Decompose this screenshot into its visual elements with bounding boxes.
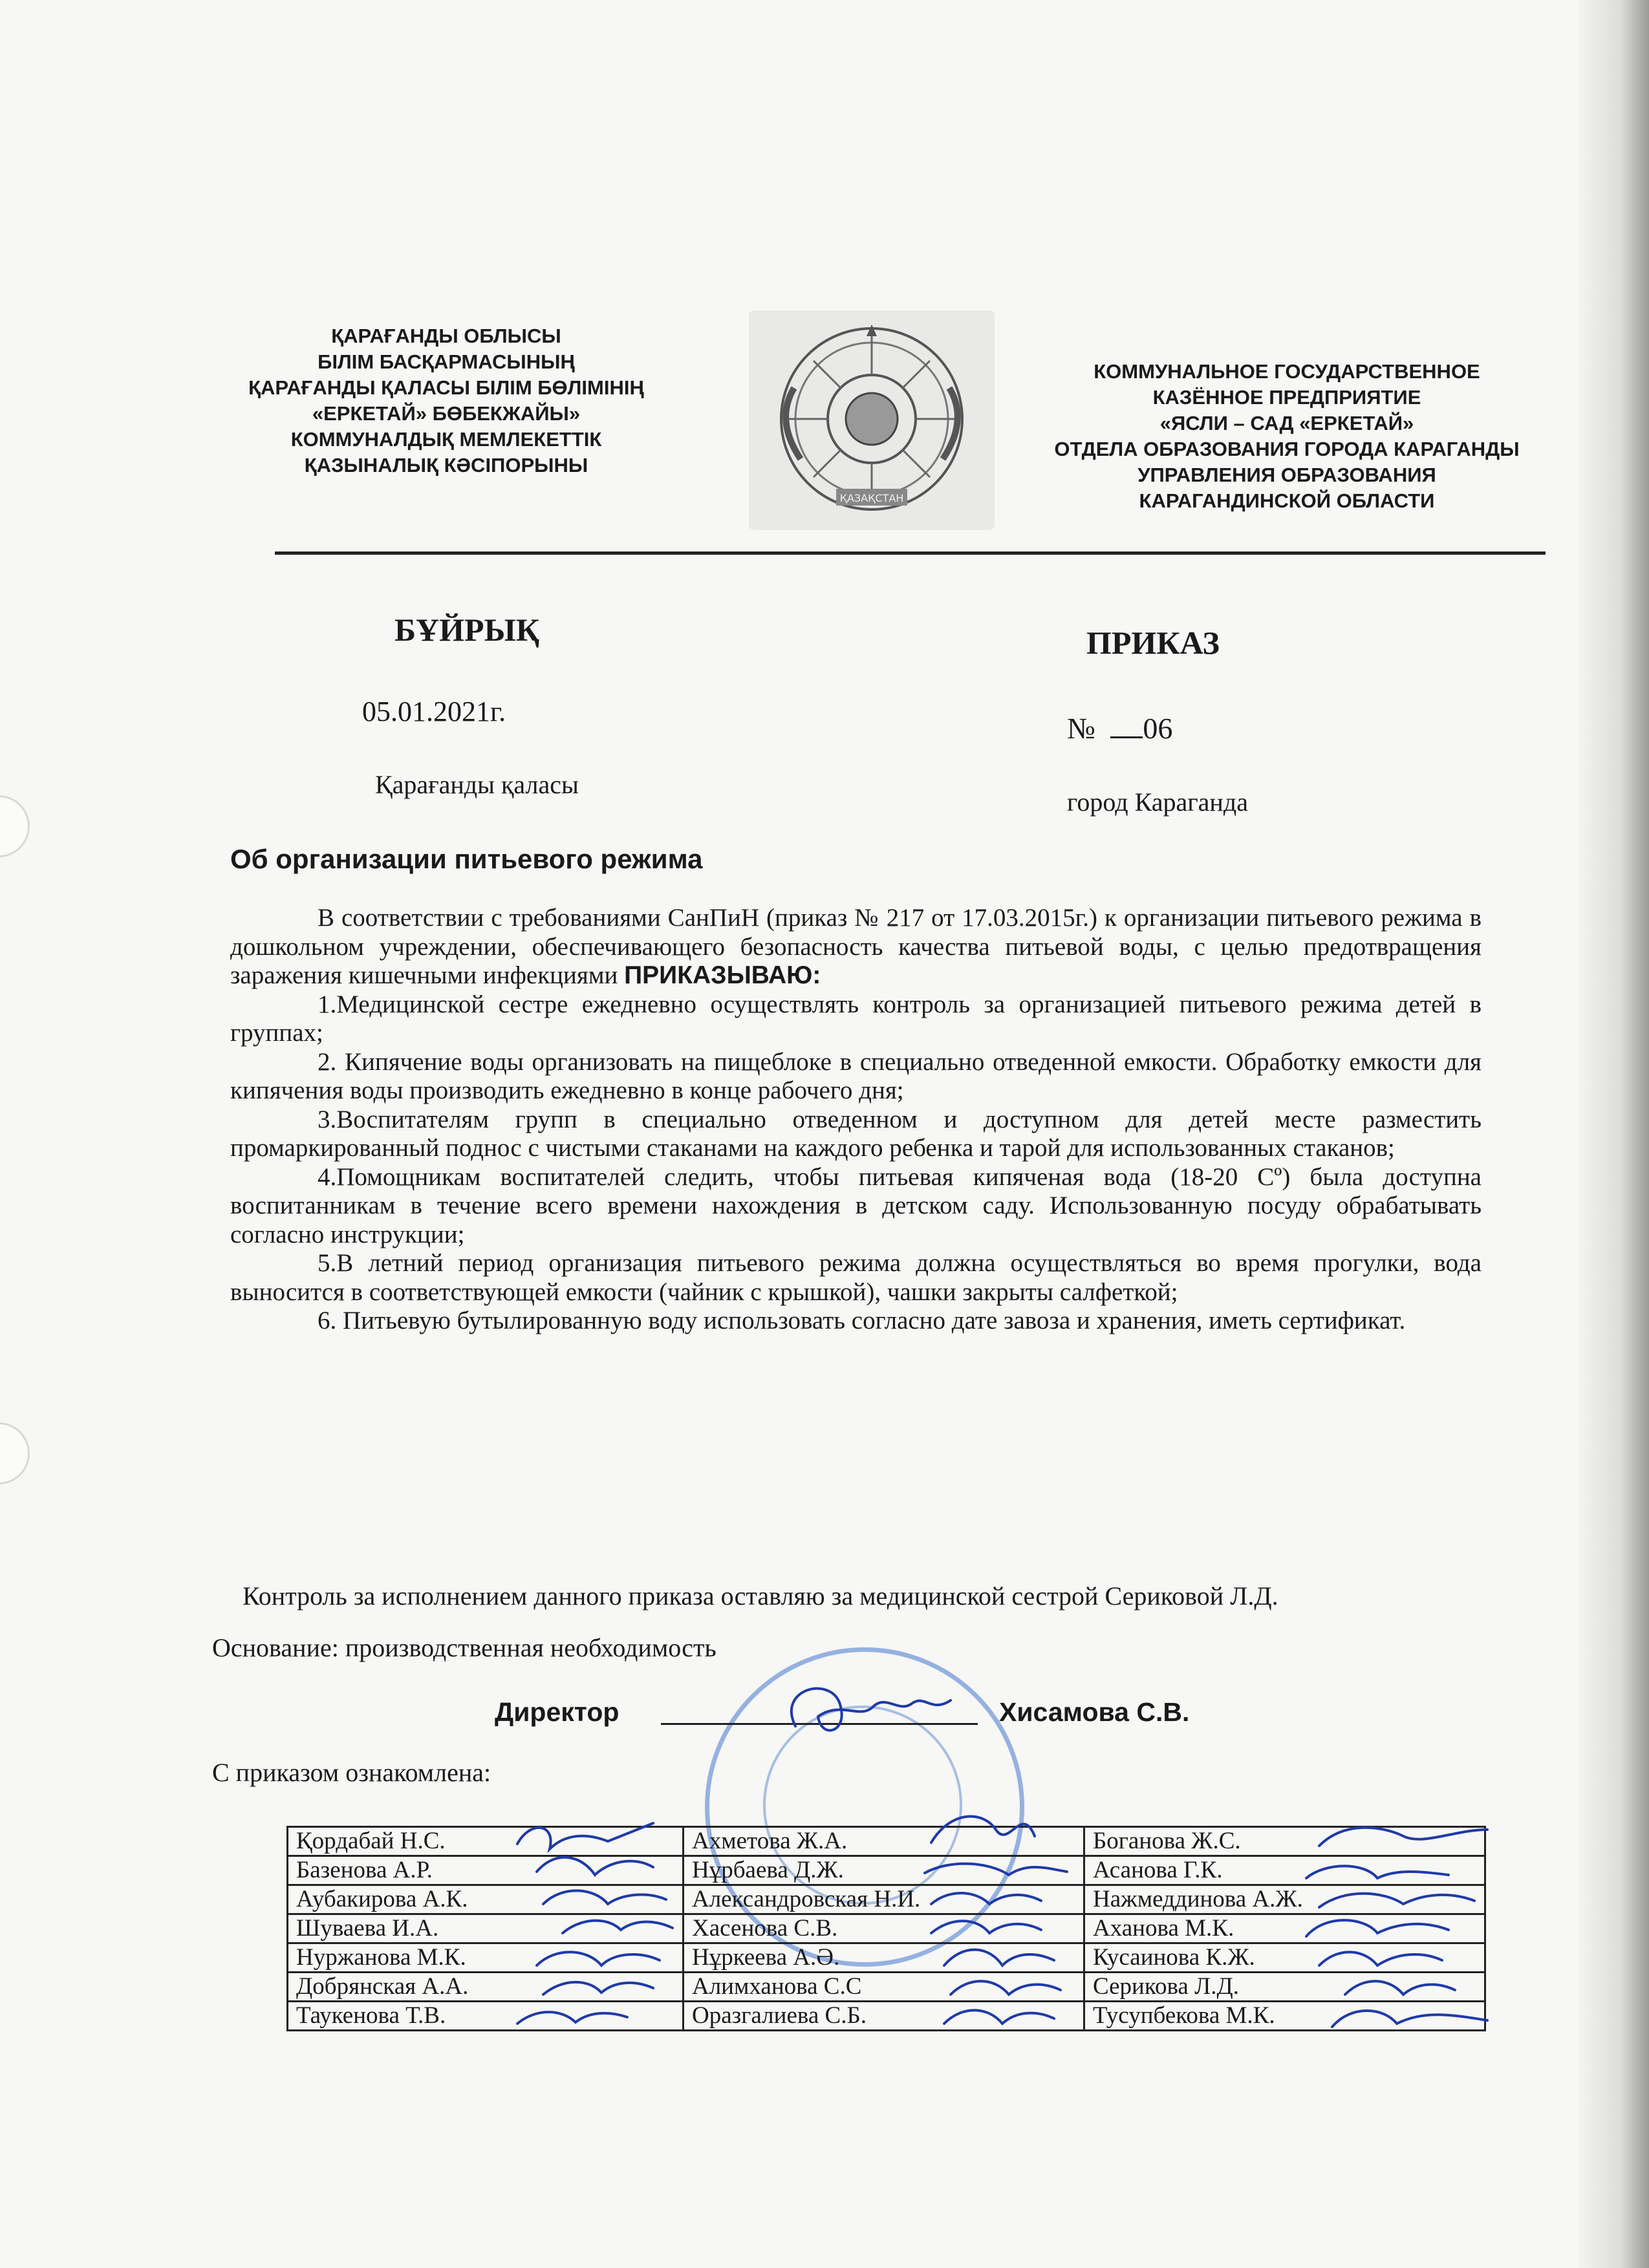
scan-edge-shadow (1578, 0, 1649, 2268)
table-row (288, 2002, 1485, 2031)
order-date: 05.01.2021г. (362, 696, 506, 727)
title-kz: БҰЙРЫҚ (394, 612, 539, 648)
order-body (230, 904, 1482, 1336)
table-row (288, 1885, 1485, 1914)
director-title: Директор (495, 1697, 620, 1727)
signer-name: Аубакирова А.К. (288, 1885, 684, 1914)
table-row (288, 1943, 1485, 1973)
signer-name: Аханова М.К. (1084, 1914, 1485, 1943)
signer-name: Ахметова Ж.А. (684, 1827, 1084, 1856)
city-kz: Қарағанды қаласы (375, 770, 579, 799)
number-prefix: № (1067, 712, 1095, 745)
emblem-text: ҚАЗАҚСТАН (839, 492, 904, 504)
signer-name: Асанова Г.К. (1084, 1856, 1485, 1885)
order-number: 06 (1143, 712, 1173, 745)
acknowledged-label: С приказом ознакомлена: (212, 1758, 491, 1787)
order-number-line (1067, 711, 1172, 745)
signer-name: Серикова Л.Д. (1084, 1973, 1485, 2002)
signer-name: Базенова А.Р. (288, 1856, 684, 1885)
table-row (288, 1973, 1485, 2002)
punch-hole (0, 1422, 30, 1484)
body-item: 5.В летний период организация питьевого режима должна осуществляться во время прогулки, вода выносится в соответствующей емкости (чайник с крышкой), чашки закрыты салфеткой; (230, 1249, 1482, 1306)
signer-name: Хасенова С.В. (684, 1914, 1084, 1943)
header-rule (275, 551, 1546, 555)
signer-name: Қордабай Н.С. (288, 1827, 684, 1856)
body-item: 3.Воспитателям групп в специально отведенном и доступном для детей месте разместить промаркированный поднос с чистыми стаканами на каждого ребенка и тарой для использованных стаканов; (230, 1105, 1482, 1162)
director-signature-line (661, 1723, 978, 1725)
signer-name: Нұркеева А.Ә. (684, 1943, 1084, 1973)
signer-name: Нұрбаева Д.Ж. (684, 1856, 1084, 1885)
signer-name: Кусаинова К.Ж. (1084, 1943, 1485, 1973)
signer-name: Алимханова С.С (684, 1973, 1084, 2002)
signer-name: Нуржанова М.К. (288, 1943, 684, 1973)
signer-name: Шуваева И.А. (288, 1914, 684, 1943)
signer-name: Боганова Ж.С. (1084, 1827, 1485, 1856)
control-text: Контроль за исполнением данного приказа оставляю за медицинской сестрой Сериковой Л.Д. (242, 1581, 1278, 1610)
body-item: 4.Помощникам воспитателей следить, чтобы питьевая кипяченая вода (18-20 Сº) была доступна воспитанникам в течение всего времени нахождения в детском саду. Использованную посуду обрабатывать согласно инструкции; (230, 1162, 1482, 1248)
emblem-icon (749, 310, 995, 530)
signer-name: Добрянская А.А. (288, 1973, 684, 2002)
title-ru: ПРИКАЗ (1086, 625, 1220, 661)
body-intro: В соответствии с требованиями СанПиН (приказ № 217 от 17.03.2015г.) к организации питьевого режима в дошкольном учреждении, обеспечивающего безопасность качества питьевой воды, с целью предотвращения заражения кишечными инфекциями ПРИКАЗЫВАЮ: (230, 904, 1482, 989)
city-ru: город Караганда (1067, 787, 1248, 817)
signatures-table (286, 1826, 1486, 2031)
director-name: Хисамова С.В. (999, 1697, 1190, 1727)
header-ru: КОММУНАЛЬНОЕ ГОСУДАРСТВЕННОЕ КАЗЁННОЕ ПРЕДПРИЯТИЕ «ЯСЛИ – САД «ЕРКЕТАЙ» ОТДЕЛА ОБРАЗОВАНИЯ ГОРОДА КАРАГАНДЫ УПРАВЛЕНИЯ ОБРАЗОВАНИЯ КАРАГАНДИНСКОЙ ОБЛАСТИ (1054, 360, 1520, 512)
table-row (288, 1827, 1485, 1856)
signer-name: Александровская Н.И. (684, 1885, 1084, 1914)
body-item: 1.Медицинской сестре ежедневно осуществлять контроль за организацией питьевого режима детей в группах; (230, 990, 1482, 1047)
signer-name: Таукенова Т.В. (288, 2002, 684, 2031)
table-row (288, 1914, 1485, 1943)
order-subject: Об организации питьевого режима (230, 844, 703, 874)
state-emblem (749, 310, 995, 530)
signer-name: Нажмеддинова А.Ж. (1084, 1885, 1485, 1914)
signer-name: Оразгалиева С.Б. (684, 2002, 1084, 2031)
table-row (288, 1856, 1485, 1885)
order-keyword: ПРИКАЗЫВАЮ: (624, 961, 821, 989)
signer-name: Тусупбекова М.К. (1084, 2002, 1485, 2031)
punch-hole (0, 795, 30, 857)
number-underline (1110, 736, 1143, 738)
basis-text: Основание: производственная необходимость (212, 1633, 717, 1662)
header-kz: ҚАРАҒАНДЫ ОБЛЫСЫ БІЛІМ БАСҚАРМАСЫНЫҢ ҚАРАҒАНДЫ ҚАЛАСЫ БІЛІМ БӨЛІМІНІҢ «ЕРКЕТАЙ» БӨБЕКЖАЙЫ» КОММУНАЛДЫҚ МЕМЛЕКЕТТІК ҚАЗЫНАЛЫҚ КӘСІПОРЫНЫ (248, 325, 644, 476)
body-item: 6. Питьевую бутылированную воду использовать согласно дате завоза и хранения, иметь сертификат. (318, 1307, 1406, 1334)
body-item: 2. Кипячение воды организовать на пищеблоке в специально отведенной емкости. Обработку емкости для кипячения воды производить ежедневно в конце рабочего дня; (230, 1047, 1482, 1104)
